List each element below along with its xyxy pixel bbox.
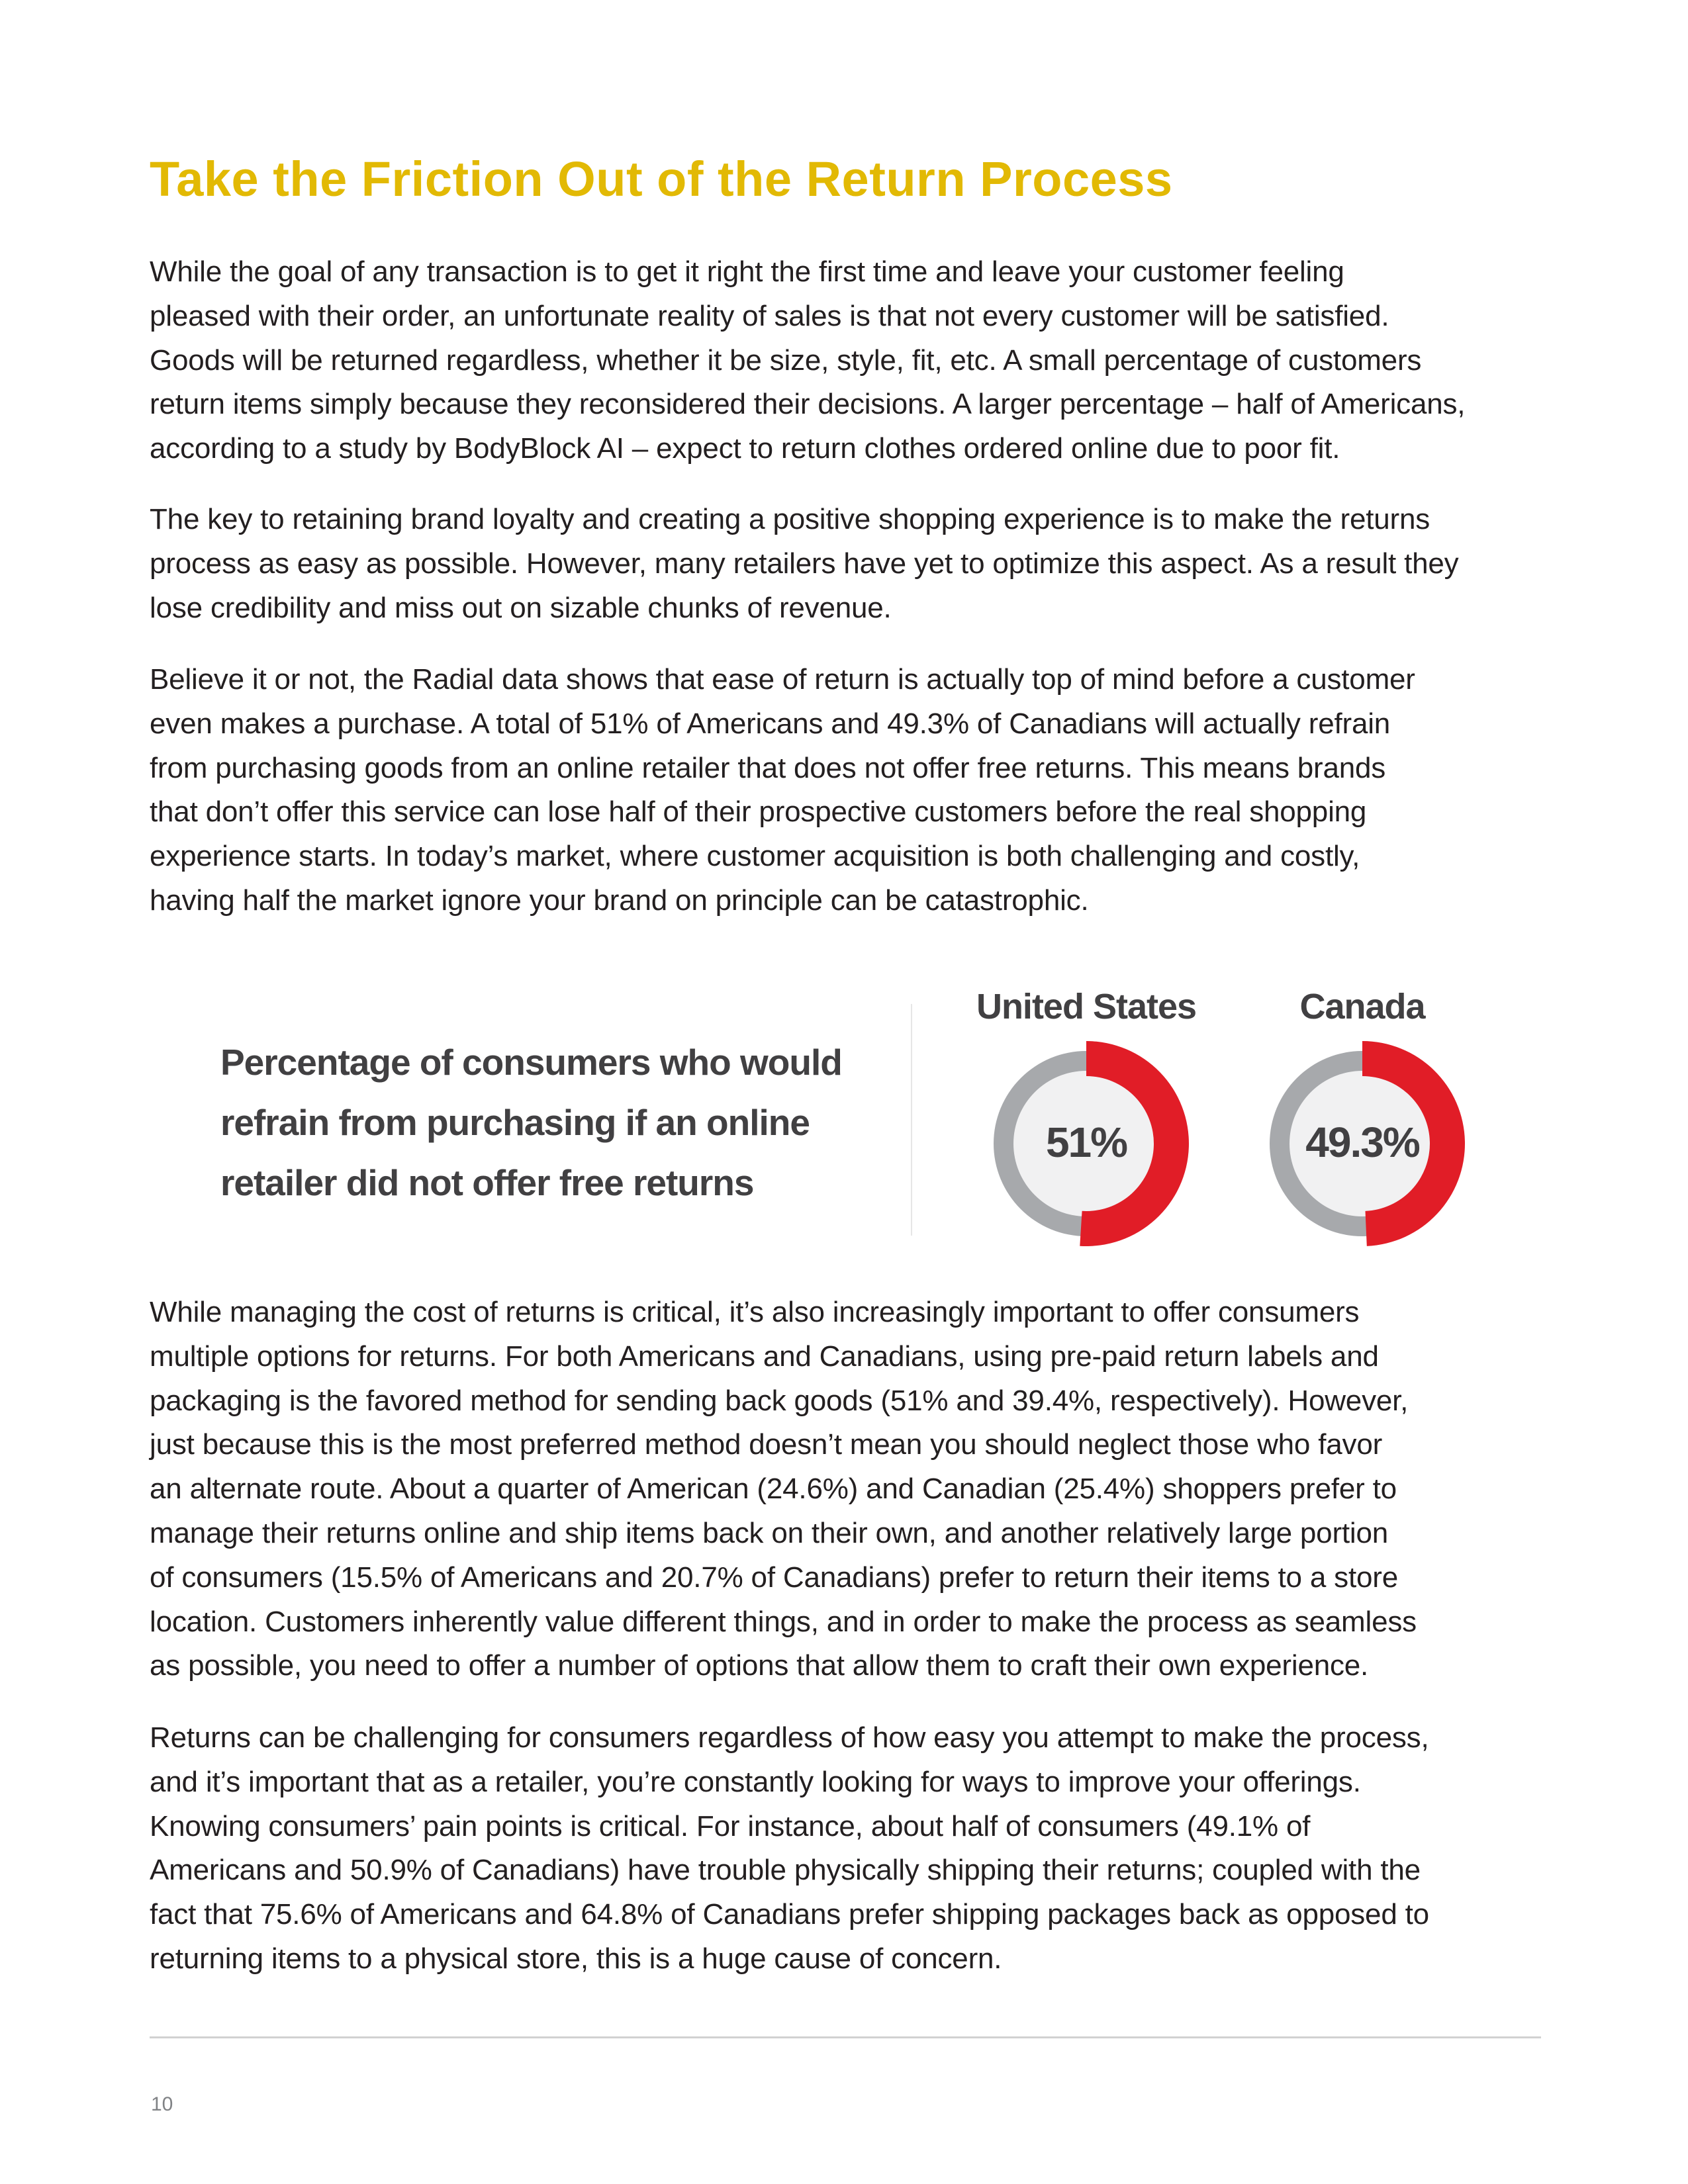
text-line: Returns can be challenging for consumers regardless of how easy you attempt to make the process,	[150, 1721, 1429, 1754]
caption-line: refrain from purchasing if an online	[220, 1102, 810, 1143]
chart-caption	[220, 1032, 842, 1213]
donut-value-label: 51%	[1045, 1118, 1127, 1166]
text-line: The key to retaining brand loyalty and creating a positive shopping experience is to make the returns	[150, 503, 1430, 535]
text-line: just because this is the most preferred method doesn’t mean you should neglect those who favor	[150, 1428, 1383, 1461]
text-line: Knowing consumers’ pain points is critical. For instance, about half of consumers (49.1% of	[150, 1809, 1311, 1843]
text-line: returning items to a physical store, this is a huge cause of concern.	[150, 1942, 1002, 1975]
us-donut	[974, 1031, 1199, 1256]
page-title: Take the Friction Out of the Return Process	[150, 152, 1173, 206]
text-line: experience starts. In today’s market, where customer acquisition is both challenging and costly,	[150, 840, 1360, 873]
us-label: United States	[976, 987, 1197, 1026]
paragraph-4	[150, 1291, 1546, 1688]
text-line: packaging is the favored method for sending back goods (51% and 39.4%, respectively). However,	[150, 1384, 1409, 1417]
text-line: fact that 75.6% of Americans and 64.8% of Canadians prefer shipping packages back as opposed to	[150, 1898, 1429, 1931]
caption-line: retailer did not offer free returns	[220, 1162, 754, 1203]
paragraph-1	[150, 250, 1546, 471]
footer-rule	[150, 2036, 1541, 2038]
text-line: While the goal of any transaction is to get it right the first time and leave your customer feeling	[150, 255, 1344, 288]
text-line: location. Customers inherently value different things, and in order to make the process as seamless	[150, 1605, 1417, 1638]
paragraph-5	[150, 1716, 1546, 1981]
paragraph-2	[150, 498, 1546, 630]
page-number: 10	[151, 2093, 173, 2115]
text-line: Believe it or not, the Radial data shows that ease of return is actually top of mind before a customer	[150, 663, 1415, 696]
vertical-divider	[911, 1004, 912, 1236]
text-line: return items simply because they reconsidered their decisions. A larger percentage – half of Americans,	[150, 388, 1466, 421]
text-line: While managing the cost of returns is critical, it’s also increasingly important to offer consumers	[150, 1296, 1360, 1328]
text-line: manage their returns online and ship items back on their own, and another relatively large portion	[150, 1516, 1389, 1549]
text-line: Americans and 50.9% of Canadians) have trouble physically shipping their returns; coupled with the	[150, 1854, 1421, 1887]
text-line: having half the market ignore your brand on principle can be catastrophic.	[150, 884, 1089, 917]
text-line: as possible, you need to offer a number of options that allow them to craft their own experience.	[150, 1649, 1369, 1682]
text-line: of consumers (15.5% of Americans and 20.7% of Canadians) prefer to return their items to a store	[150, 1561, 1398, 1594]
text-line: and it’s important that as a retailer, you’re constantly looking for ways to improve your offerings.	[150, 1765, 1361, 1798]
text-line: pleased with their order, an unfortunate reality of sales is that not every customer will be satisfied.	[150, 299, 1389, 332]
text-line: multiple options for returns. For both Americans and Canadians, using pre-paid return labels and	[150, 1340, 1379, 1373]
text-line: even makes a purchase. A total of 51% of Americans and 49.3% of Canadians will actually refrain	[150, 707, 1391, 740]
canada-label: Canada	[1299, 987, 1425, 1026]
text-line: an alternate route. About a quarter of American (24.6%) and Canadian (25.4%) shoppers prefer to	[150, 1473, 1397, 1506]
text-line: lose credibility and miss out on sizable chunks of revenue.	[150, 591, 892, 624]
canada-donut	[1250, 1031, 1475, 1256]
text-line: process as easy as possible. However, many retailers have yet to optimize this aspect. As a result they	[150, 547, 1459, 580]
text-line: that don’t offer this service can lose half of their prospective customers before the real shopping	[150, 796, 1367, 829]
caption-line: Percentage of consumers who would	[220, 1042, 842, 1083]
donut-value-label: 49.3%	[1305, 1118, 1419, 1166]
text-line: Goods will be returned regardless, whether it be size, style, fit, etc. A small percentage of customers	[150, 343, 1422, 377]
text-line: according to a study by BodyBlock AI – expect to return clothes ordered online due to poor fit.	[150, 432, 1340, 465]
paragraph-3	[150, 658, 1546, 923]
text-line: from purchasing goods from an online retailer that does not offer free returns. This means brands	[150, 751, 1386, 784]
